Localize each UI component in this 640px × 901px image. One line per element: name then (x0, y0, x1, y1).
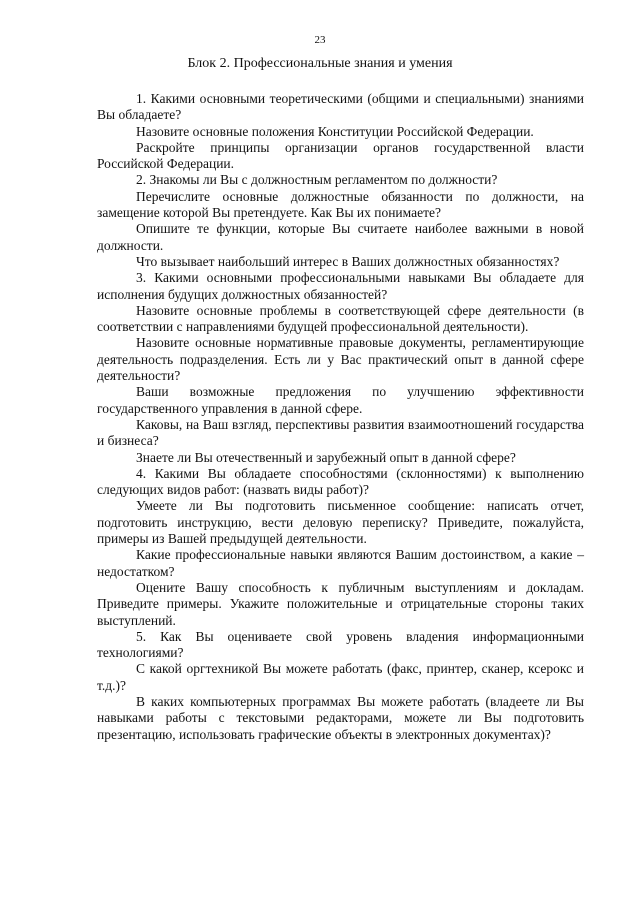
document-body (97, 91, 584, 743)
paragraph: Оцените Вашу способность к публичным выступлениям и докладам. Приведите примеры. Укажите положительные и отрицательные стороны таких выступлений. (97, 579, 584, 628)
paragraph: 1. Какими основными теоретическими (общими и специальными) знаниями Вы обладаете? (97, 91, 584, 123)
paragraph: Назовите основные нормативные правовые документы, регламентирующие деятельность подразделения. Есть ли у Вас практический опыт в данной сфере деятельности? (97, 335, 584, 384)
paragraph: Что вызывает наибольший интерес в Ваших должностных обязанностях? (136, 253, 560, 269)
paragraph: Раскройте принципы организации органов государственной власти Российской Федерации. (97, 139, 584, 172)
paragraph: Назовите основные проблемы в соответствующей сфере деятельности (в соответствии с направлениями будущей профессиональной деятельности). (97, 302, 584, 335)
paragraph: 2. Знакомы ли Вы с должностным регламентом по должности? (136, 172, 498, 188)
page-number: 23 (314, 34, 326, 46)
paragraph: 4. Какими Вы обладаете способностями (склонностями) к выполнению следующих видов работ: (назвать виды работ)? (97, 465, 584, 498)
paragraph: Опишите те функции, которые Вы считаете наиболее важными в новой должности. (97, 221, 584, 253)
paragraph: Ваши возможные предложения по улучшению эффективности государственного управления в данной сфере. (97, 384, 584, 416)
block-title: Блок 2. Профессиональные знания и умения (187, 56, 453, 71)
paragraph: С какой оргтехникой Вы можете работать (факс, принтер, сканер, ксерокс и т.д.)? (97, 661, 584, 693)
paragraph: 3. Какими основными профессиональными навыками Вы обладаете для исполнения будущих должностных обязанностей? (97, 270, 584, 302)
paragraph: Назовите основные положения Конституции Российской Федерации. (136, 123, 534, 139)
paragraph: Знаете ли Вы отечественный и зарубежный опыт в данной сфере? (136, 449, 516, 465)
paragraph: Перечислите основные должностные обязанности по должности, на замещение которой Вы претендуете. Как Вы их понимаете? (97, 188, 584, 221)
paragraph: Какие профессиональные навыки являются Вашим достоинством, а какие – недостатком? (97, 547, 584, 579)
paragraph: Каковы, на Ваш взгляд, перспективы развития взаимоотношений государства и бизнеса? (97, 416, 584, 449)
paragraph: Умеете ли Вы подготовить письменное сообщение: написать отчет, подготовить инструкцию, вести деловую переписку? Приведите, пожалуйста, примеры из Вашей предыдущей деятельности. (97, 498, 584, 547)
paragraph: 5. Как Вы оцениваете свой уровень владения информационными технологиями? (97, 628, 584, 661)
paragraph: В каких компьютерных программах Вы можете работать (владеете ли Вы навыками работы с текстовыми редакторами, можете ли Вы подготовить презентацию, использовать графические объекты в электронных документах)? (97, 693, 584, 742)
